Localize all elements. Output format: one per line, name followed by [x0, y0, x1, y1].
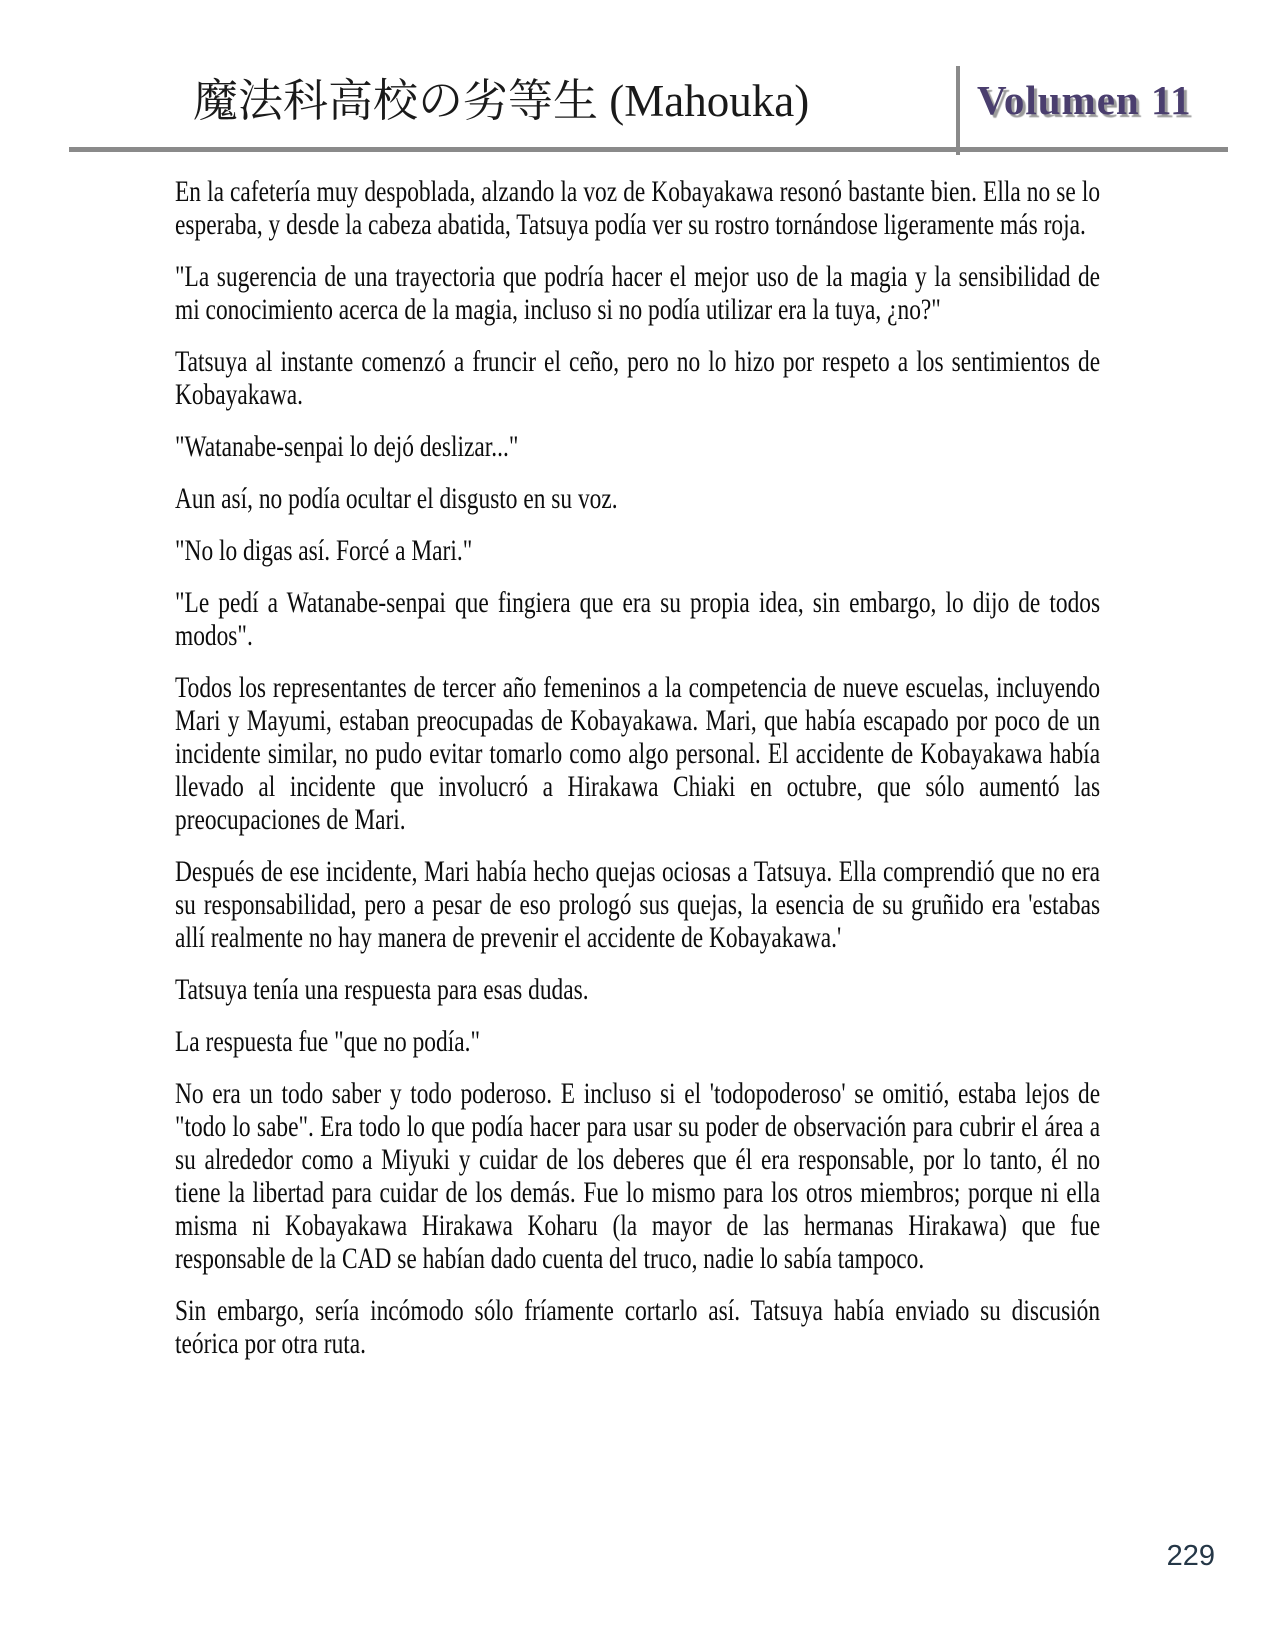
- paragraph: Tatsuya tenía una respuesta para esas dudas.: [175, 973, 589, 1006]
- page-number: 229: [1166, 1540, 1215, 1572]
- paragraph: Todos los representantes de tercer año femeninos a la competencia de nueve escuelas, incluyendo Mari y Mayumi, estaban preocupadas de Kobayakawa. Mari, que había escapado por poco de un incidente similar, no pudo evitar tomarlo como algo personal. El accidente de Kobayakawa había llevado al incidente que involucró a Hirakawa Chiaki en octubre, que sólo aumentó las preocupaciones de Mari.: [175, 671, 1101, 836]
- paragraph: "No lo digas así. Forcé a Mari.": [175, 534, 473, 567]
- volume-label: Volumen 11: [977, 77, 1192, 123]
- paragraph: "Watanabe-senpai lo dejó deslizar...": [175, 430, 519, 463]
- paragraph: "Le pedí a Watanabe-senpai que fingiera que era su propia idea, sin embargo, lo dijo de todos modos".: [175, 586, 1101, 652]
- paragraph: Después de ese incidente, Mari había hecho quejas ociosas a Tatsuya. Ella comprendió que no era su responsabilidad, pero a pesar de eso prologó sus quejas, la esencia de su gruñido era 'estabas allí realmente no hay manera de prevenir el accidente de Kobayakawa.': [175, 855, 1101, 954]
- paragraphs: [175, 175, 1100, 1379]
- paragraph: No era un todo saber y todo poderoso. E incluso si el 'todopoderoso' se omitió, estaba lejos de "todo lo sabe". Era todo lo que podía hacer para usar su poder de observación para cubrir el área a su alrededor como a Miyuki y cuidar de los deberes que él era responsable, por lo tanto, él no tiene la libertad para cuidar de los demás. Fue lo mismo para los otros miembros; porque ni ella misma ni Kobayakawa Hirakawa Koharu (la mayor de las hermanas Hirakawa) que fue responsable de la CAD se habían dado cuenta del truco, nadie lo sabía tampoco.: [175, 1077, 1101, 1275]
- paragraph: "La sugerencia de una trayectoria que podría hacer el mejor uso de la magia y la sensibilidad de mi conocimiento acerca de la magia, incluso si no podía utilizar era la tuya, ¿no?": [175, 260, 1101, 326]
- document-title: 魔法科高校の劣等生 (Mahouka): [193, 76, 810, 126]
- paragraph: La respuesta fue "que no podía.": [175, 1025, 481, 1058]
- paragraph: Aun así, no podía ocultar el disgusto en su voz.: [175, 482, 618, 515]
- paragraph: En la cafetería muy despoblada, alzando la voz de Kobayakawa resonó bastante bien. Ella no se lo esperaba, y desde la cabeza abatida, Tatsuya podía ver su rostro tornándose ligeramente más roja.: [175, 175, 1101, 241]
- paragraph: Sin embargo, sería incómodo sólo fríamente cortarlo así. Tatsuya había enviado su discusión teórica por otra ruta.: [175, 1294, 1101, 1360]
- header-divider: [956, 66, 960, 155]
- header-rule: [69, 147, 1228, 152]
- paragraph: Tatsuya al instante comenzó a fruncir el ceño, pero no lo hizo por respeto a los sentimientos de Kobayakawa.: [175, 345, 1101, 411]
